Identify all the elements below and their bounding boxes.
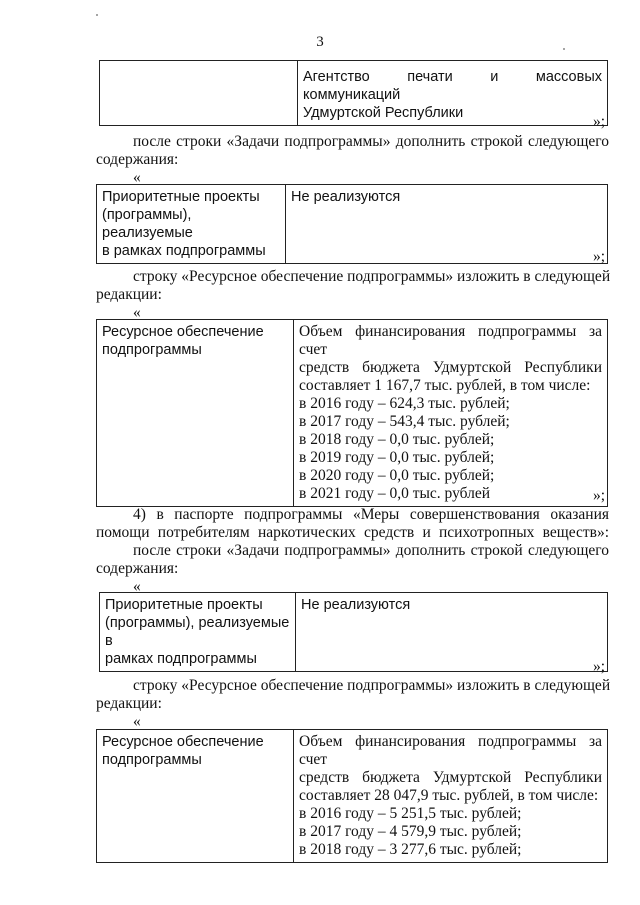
cell-line: в 2016 году – 624,3 тыс. рублей; xyxy=(299,395,510,412)
cell-line: в 2021 году – 0,0 тыс. рублей xyxy=(299,485,491,502)
cell-line: подпрограммы xyxy=(102,752,202,768)
cell-line: в 2017 году – 4 579,9 тыс. рублей; xyxy=(299,823,522,840)
closing-quote: »; xyxy=(593,658,606,675)
closing-quote: »; xyxy=(593,113,606,130)
table-cell-label xyxy=(97,185,286,264)
paragraph-line: редакции: xyxy=(96,695,162,712)
table-row xyxy=(100,61,608,126)
cell-line: Объем финансирования подпрограммы за счет xyxy=(299,733,602,768)
agency-table xyxy=(99,60,608,126)
table-cell-label xyxy=(100,593,296,672)
closing-quote: »; xyxy=(593,487,606,504)
cell-line: составляет 28 047,9 тыс. рублей, в том числе: xyxy=(299,787,599,804)
cell-line: в 2018 году – 3 277,6 тыс. рублей; xyxy=(299,841,522,858)
scan-speck xyxy=(96,14,98,16)
cell-line: составляет 1 167,7 тыс. рублей, в том числе: xyxy=(299,377,591,394)
paragraph-line: редакции: xyxy=(96,286,162,303)
resource-table xyxy=(96,729,608,863)
paragraph-line: помощи потребителям наркотических средств и психотропных веществ»: xyxy=(96,524,609,541)
table-row xyxy=(97,730,608,863)
cell-line: Ресурсное обеспечение xyxy=(102,734,264,750)
paragraph-line: после строки «Задачи подпрограммы» дополнить строкой следующего xyxy=(133,133,609,150)
paragraph-line: строку «Ресурсное обеспечение подпрограммы» изложить в следующей xyxy=(133,677,611,694)
cell-line: Ресурсное обеспечение xyxy=(102,324,264,340)
paragraph-line: строку «Ресурсное обеспечение подпрограммы» изложить в следующей xyxy=(133,268,611,285)
paragraph-line: после строки «Задачи подпрограммы» дополнить строкой следующего xyxy=(133,542,609,559)
cell-line: средств бюджета Удмуртской Республики xyxy=(299,769,602,786)
cell-line: Не реализуются xyxy=(291,189,401,205)
cell-line: рамках подпрограммы xyxy=(105,651,257,667)
cell-line: Приоритетные проекты xyxy=(105,597,263,613)
cell-line: (программы), реализуемые в xyxy=(105,615,290,649)
cell-line: средств бюджета Удмуртской Республики xyxy=(299,359,602,376)
paragraph-line: содержания: xyxy=(96,560,179,577)
opening-quote: « xyxy=(133,304,141,321)
table-row xyxy=(97,320,608,507)
cell-line: Не реализуются xyxy=(301,597,411,613)
cell-line: в 2019 году – 0,0 тыс. рублей; xyxy=(299,449,495,466)
opening-quote: « xyxy=(133,713,141,730)
cell-line: подпрограммы xyxy=(102,342,202,358)
table-cell-label xyxy=(97,730,294,863)
cell-line: в рамках подпрограммы xyxy=(102,243,266,259)
cell-line: Приоритетные проекты xyxy=(102,189,260,205)
table-cell-label xyxy=(97,320,294,507)
priority-projects-table xyxy=(99,592,608,672)
table-cell-value xyxy=(286,185,608,264)
cell-line: Удмуртской Республики xyxy=(303,105,464,121)
cell-line: (программы), реализуемые xyxy=(102,207,193,241)
table-cell-empty xyxy=(100,61,298,126)
closing-quote: »; xyxy=(593,248,606,265)
cell-line: Агентство печати и массовых коммуникаций xyxy=(303,69,602,103)
table-cell-agency xyxy=(298,61,608,126)
cell-line: в 2017 году – 543,4 тыс. рублей; xyxy=(299,413,510,430)
table-cell-value xyxy=(296,593,608,672)
table-cell-value xyxy=(294,320,608,507)
priority-projects-table xyxy=(96,184,608,264)
cell-line: в 2016 году – 5 251,5 тыс. рублей; xyxy=(299,805,522,822)
cell-line: в 2020 году – 0,0 тыс. рублей; xyxy=(299,467,495,484)
page-number: 3 xyxy=(316,34,324,50)
table-cell-value xyxy=(294,730,608,863)
table-row xyxy=(97,185,608,264)
opening-quote: « xyxy=(133,169,141,186)
paragraph-line: содержания: xyxy=(96,151,179,168)
opening-quote: « xyxy=(133,578,141,595)
table-row xyxy=(100,593,608,672)
cell-line: в 2018 году – 0,0 тыс. рублей; xyxy=(299,431,495,448)
cell-line: Объем финансирования подпрограммы за счет xyxy=(299,323,602,358)
resource-table xyxy=(96,319,608,507)
paragraph-line: 4) в паспорте подпрограммы «Меры совершенствования оказания xyxy=(133,506,609,523)
